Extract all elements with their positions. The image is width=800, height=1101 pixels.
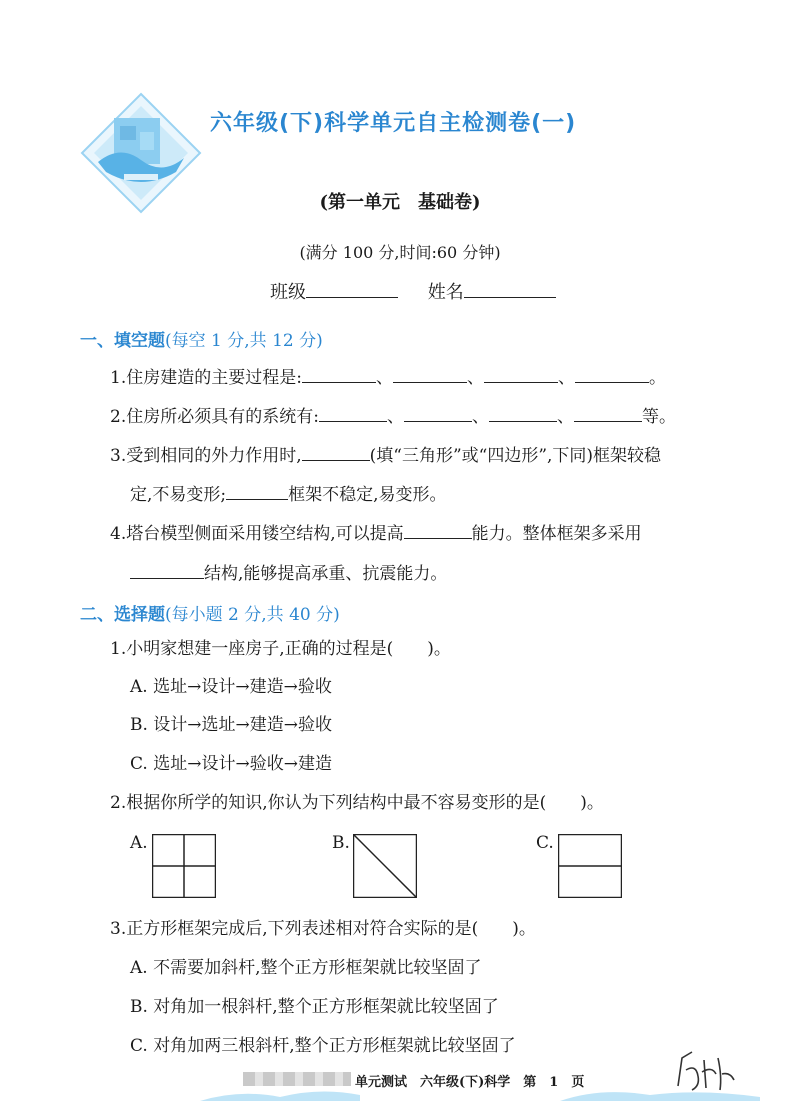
footer-blurred-text [243,1072,351,1086]
question-text: (填“三角形”或“四边形”,下同)框架较稳 [369,446,662,466]
separator: 、 [556,407,574,427]
separator: 、 [466,368,484,388]
question-text: 定,不易变形; [130,485,227,505]
separator: 、 [375,368,393,388]
answer-blank[interactable] [404,522,472,539]
section2-note: (每小题 2 分,共 40 分) [165,605,340,625]
s2-question-2: 2.根据你所学的知识,你认为下列结构中最不容易变形的是( )。 [110,793,604,813]
s1-question-2 [110,405,676,428]
section1-heading [80,326,323,351]
score-time-note: (满分 100 分,时间:60 分钟) [299,243,501,262]
s1-question-3-cont [130,483,447,506]
separator: 、 [386,407,404,427]
s2-question-1: 1.小明家想建一座房子,正确的过程是( )。 [110,639,451,659]
question-text: 2.住房所必须具有的系统有: [110,407,319,427]
section1-title: 一、填空题 [80,331,165,351]
s1-question-4 [110,522,642,545]
section2-heading [80,600,340,625]
question-text: 1.住房建造的主要过程是: [110,368,302,388]
footer-text: 单元测试 六年级(下)科学 第 1 页 [355,1075,585,1090]
answer-blank[interactable] [575,366,649,383]
s2-q3-option-b[interactable]: B. 对角加一根斜杆,整个正方形框架就比较坚固了 [130,997,499,1017]
answer-blank[interactable] [226,483,288,500]
answer-blank[interactable] [302,366,376,383]
s2-q2-label-a[interactable]: A. [130,833,148,853]
s1-question-4-cont [130,562,447,585]
class-blank[interactable] [306,279,398,298]
s2-q1-option-b[interactable]: B. 设计→选址→建造→验收 [130,715,333,735]
question-end: 等。 [641,407,676,427]
question-text: 结构,能够提高承重、抗震能力。 [204,564,448,584]
answer-blank[interactable] [574,405,642,422]
s2-q3-option-a[interactable]: A. 不需要加斜杆,整个正方形框架就比较坚固了 [130,958,482,978]
section2-title: 二、选择题 [80,605,165,625]
s2-q1-option-c[interactable]: C. 选址→设计→验收→建造 [130,754,332,774]
answer-blank[interactable] [393,366,467,383]
s2-q1-option-a[interactable]: A. 选址→设计→建造→验收 [130,677,332,697]
question-text: 框架不稳定,易变形。 [288,485,447,505]
answer-blank[interactable] [130,562,204,579]
student-info-row [270,278,580,304]
section1-note: (每空 1 分,共 12 分) [165,331,323,351]
answer-blank[interactable] [489,405,557,422]
question-text: 3.受到相同的外力作用时, [110,446,302,466]
exam-subtitle: (第一单元 基础卷) [319,192,481,213]
s1-question-1 [110,366,666,389]
page-footer [0,1069,800,1101]
answer-blank[interactable] [484,366,558,383]
separator: 、 [557,368,575,388]
s2-q2-label-b[interactable]: B. [332,833,350,853]
s1-question-3 [110,444,661,467]
grid-four-square-figure[interactable] [152,834,216,898]
horizontal-divided-square-figure[interactable] [558,834,622,898]
answer-blank[interactable] [404,405,472,422]
question-text: 4.塔台模型侧面采用镂空结构,可以提高 [110,524,404,544]
footer-wave-decoration [0,1087,800,1101]
s2-question-3: 3.正方形框架完成后,下列表述相对符合实际的是( )。 [110,919,536,939]
s2-q2-label-c[interactable]: C. [536,833,554,853]
diagonal-braced-square-figure[interactable] [353,834,417,898]
answer-blank[interactable] [319,405,387,422]
class-label: 班级 [270,282,306,303]
answer-blank[interactable] [302,444,370,461]
separator: 、 [471,407,489,427]
s2-q3-option-c[interactable]: C. 对角加两三根斜杆,整个正方形框架就比较坚固了 [130,1036,516,1056]
exam-title: 六年级(下)科学单元自主检测卷(一) [210,111,577,136]
question-text: 能力。整体框架多采用 [471,524,642,544]
name-label: 姓名 [427,282,464,303]
question-end: 。 [648,368,666,388]
name-blank[interactable] [464,279,556,298]
